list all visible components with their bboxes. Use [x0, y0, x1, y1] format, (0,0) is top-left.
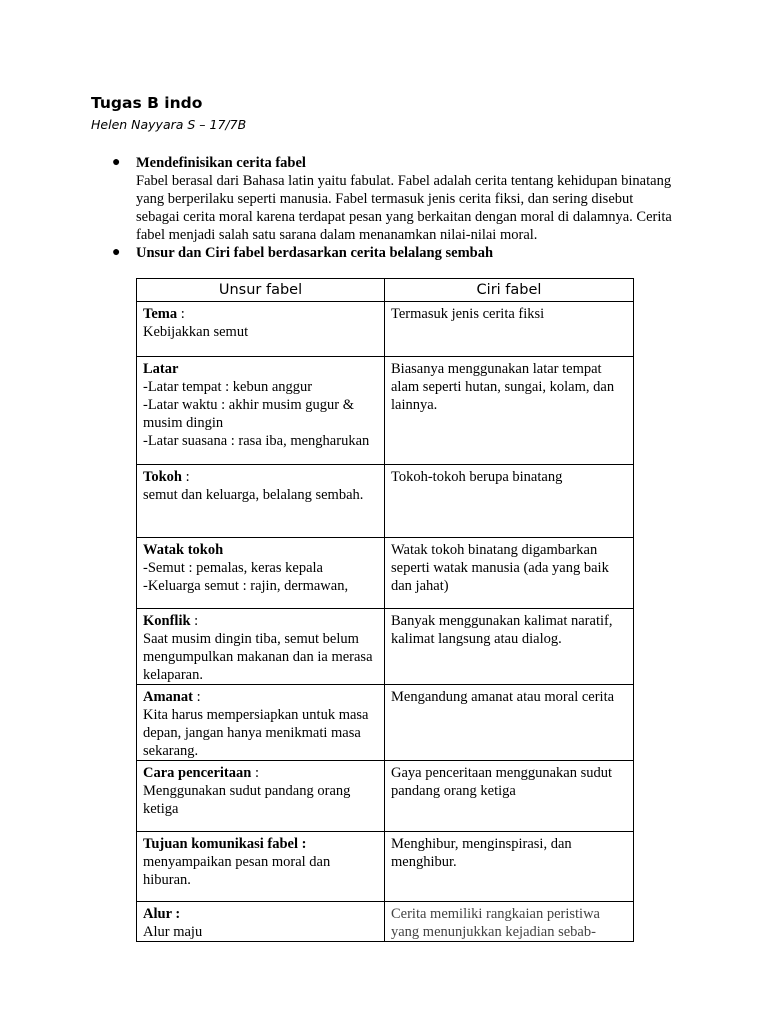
- ciri-cell: Mengandung amanat atau moral cerita: [385, 685, 634, 761]
- ciri-cell: Tokoh-tokoh berupa binatang: [385, 465, 634, 538]
- table-row: [137, 609, 634, 685]
- ciri-cell: Watak tokoh binatang digambarkan seperti watak manusia (ada yang baik dan jahat): [385, 538, 634, 609]
- unsur-cell: Tema : Kebijakkan semut: [137, 302, 385, 357]
- column-header-ciri: Ciri fabel: [385, 279, 634, 302]
- unsur-cell: Latar -Latar tempat : kebun anggur -Latar waktu : akhir musim gugur & musim dingin -Latar suasana : rasa iba, mengharukan: [137, 357, 385, 465]
- table-row: [137, 761, 634, 832]
- table-row: [137, 302, 634, 357]
- table-row: [137, 465, 634, 538]
- unsur-cell: Watak tokoh -Semut : pemalas, keras kepala -Keluarga semut : rajin, dermawan,: [137, 538, 385, 609]
- unsur-cell: Tujuan komunikasi fabel : menyampaikan pesan moral dan hiburan.: [137, 832, 385, 902]
- table-row: [137, 902, 634, 942]
- table-header-row: [137, 279, 634, 302]
- fable-table: [136, 278, 634, 942]
- ciri-cell: Gaya penceritaan menggunakan sudut pandang orang ketiga: [385, 761, 634, 832]
- section-heading: Mendefinisikan cerita fabel: [136, 155, 306, 171]
- author-line: Helen Nayyara S – 17/7B: [91, 117, 247, 132]
- unsur-cell: Cara penceritaan : Menggunakan sudut pandang orang ketiga: [137, 761, 385, 832]
- section-elements: [112, 244, 676, 262]
- table-row: [137, 832, 634, 902]
- section-definition: [112, 154, 676, 244]
- ciri-cell: Cerita memiliki rangkaian peristiwa yang menunjukkan kejadian sebab-: [385, 902, 634, 942]
- table-row: [137, 685, 634, 761]
- unsur-cell: Tokoh : semut dan keluarga, belalang sembah.: [137, 465, 385, 538]
- ciri-cell: Biasanya menggunakan latar tempat alam seperti hutan, sungai, kolam, dan lainnya.: [385, 357, 634, 465]
- column-header-unsur: Unsur fabel: [137, 279, 385, 302]
- ciri-cell: Banyak menggunakan kalimat naratif, kalimat langsung atau dialog.: [385, 609, 634, 685]
- bullet-icon: ●: [112, 245, 121, 260]
- section-heading: Unsur dan Ciri fabel berdasarkan cerita belalang sembah: [136, 245, 494, 261]
- table-row: [137, 538, 634, 609]
- table-row: [137, 357, 634, 465]
- unsur-cell: Alur : Alur maju: [137, 902, 385, 942]
- section-body: Fabel berasal dari Bahasa latin yaitu fabulat. Fabel adalah cerita tentang kehidupan binatang yang berperilaku seperti manusia. Fabel termasuk jenis cerita fiksi, dan sering disebut sebagai cerita moral karena terdapat pesan yang berkaitan dengan moral di dalamnya. Cerita fabel menjadi salah satu sarana dalam menanamkan nilai-nilai moral.: [136, 173, 672, 243]
- ciri-cell: Menghibur, menginspirasi, dan menghibur.: [385, 832, 634, 902]
- ciri-cell: Termasuk jenis cerita fiksi: [385, 302, 634, 357]
- unsur-cell: Konflik : Saat musim dingin tiba, semut belum mengumpulkan makanan dan ia merasa kelaparan.: [137, 609, 385, 685]
- bullet-icon: ●: [112, 155, 121, 170]
- document-title: Tugas B indo: [91, 94, 203, 112]
- unsur-cell: Amanat : Kita harus mempersiapkan untuk masa depan, jangan hanya menikmati masa sekarang.: [137, 685, 385, 761]
